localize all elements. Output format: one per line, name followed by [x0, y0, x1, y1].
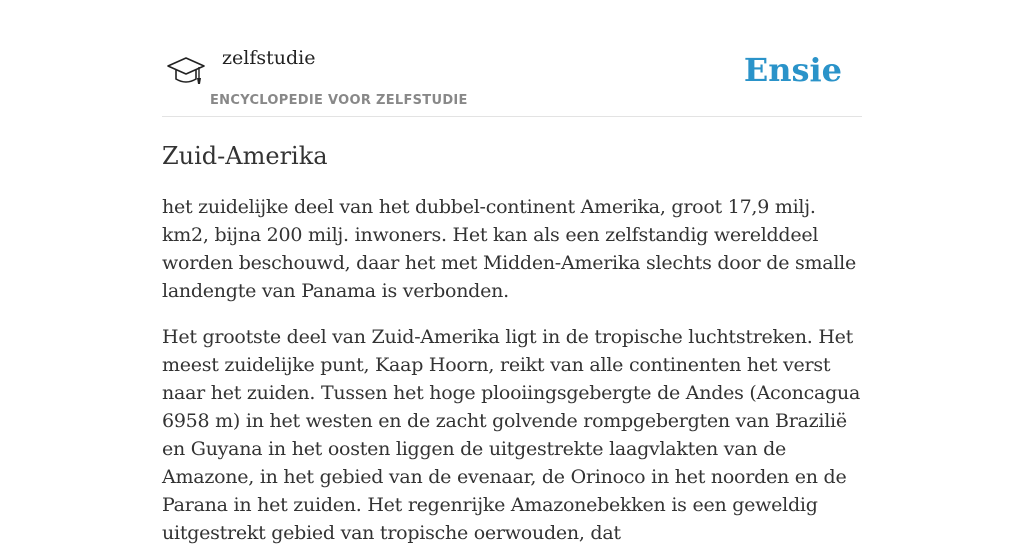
site-header	[162, 0, 862, 117]
page-title: Zuid-Amerika	[162, 142, 328, 170]
site-tagline: ENCYCLOPEDIE VOOR ZELFSTUDIE	[210, 93, 468, 108]
graduation-cap-icon[interactable]	[166, 54, 206, 90]
page	[162, 0, 862, 547]
site-name[interactable]: zelfstudie	[222, 47, 316, 69]
brand-logo-link[interactable]: Ensie	[743, 51, 842, 89]
article-paragraph: het zuidelijke deel van het dubbel-continent Amerika, groot 17,9 milj. km2, bijna 200 milj. inwoners. Het kan als een zelfstandig werelddeel worden beschouwd, daar het met Midden-Amerika slechts door de smalle landengte van Panama is verbonden.	[162, 196, 856, 302]
article-paragraph: Het grootste deel van Zuid-Amerika ligt in de tropische luchtstreken. Het meest zuidelijke punt, Kaap Hoorn, reikt van alle continenten het verst naar het zuiden. Tussen het hoge plooiingsgebergte de Andes (Aconcagua 6958 m) in het westen en de zacht golvende rompgebergten van Brazilië en Guyana in het oosten liggen de uitgestrekte laagvlakten van de Amazone, in het gebied van de evenaar, de Orinoco in het noorden en de Parana in het zuiden. Het regenrijke Amazonebekken is een geweldig uitgestrekt gebied van tropische oerwouden, dat	[162, 326, 861, 544]
